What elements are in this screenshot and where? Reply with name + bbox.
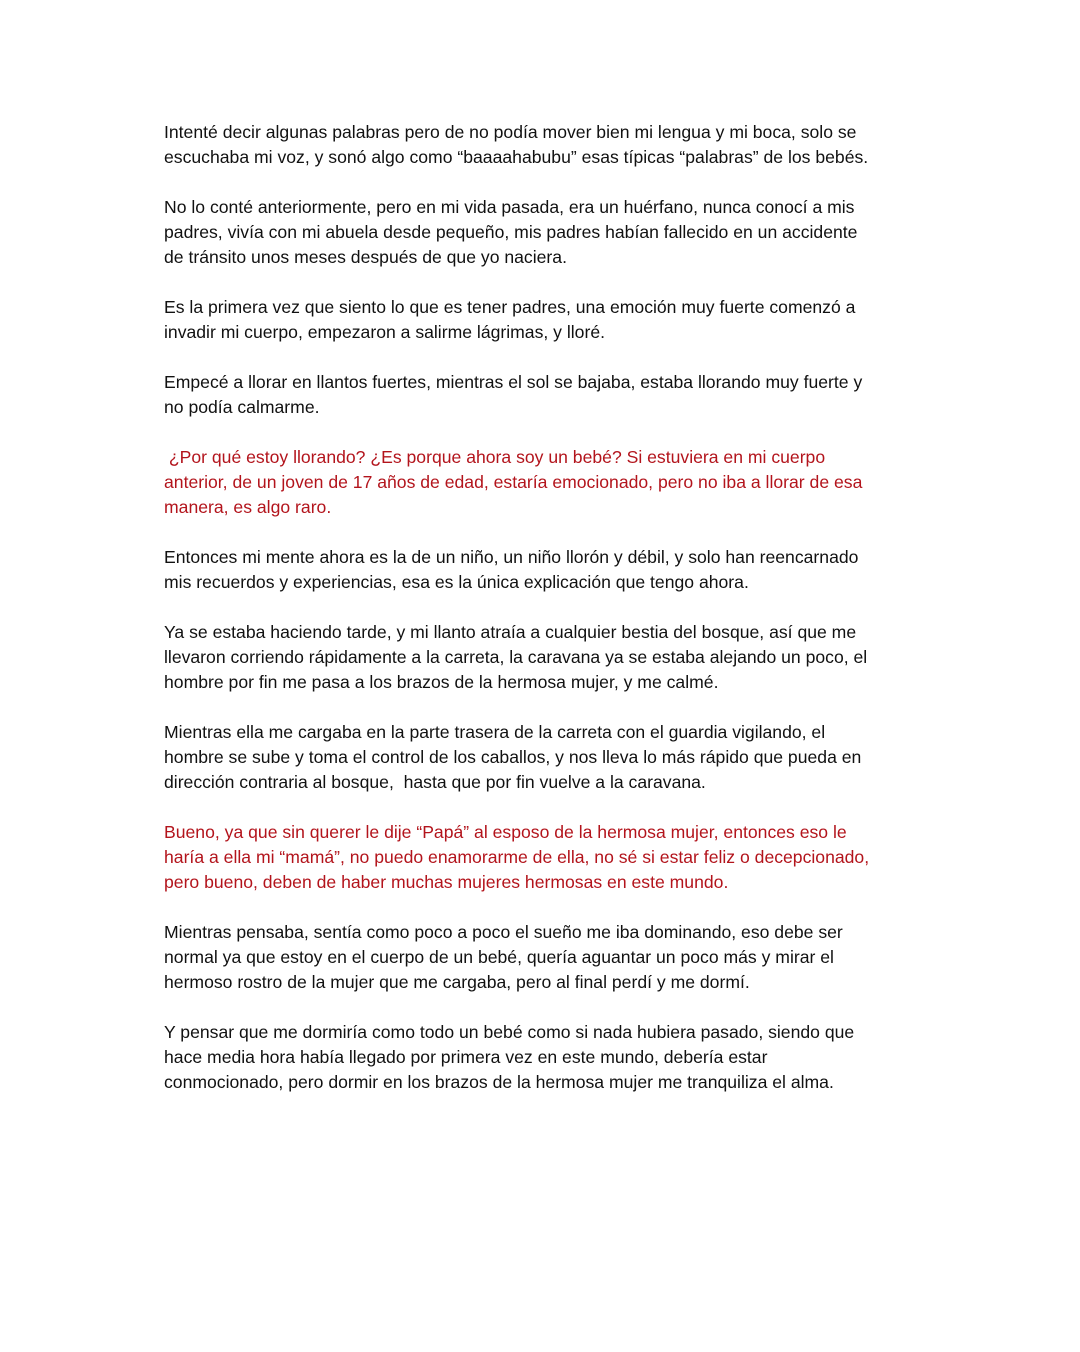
paragraph-6 <box>164 545 924 595</box>
paragraph-line: hace media hora había llegado por primera vez en este mundo, debería estar <box>164 1047 768 1067</box>
paragraph-8 <box>164 720 924 795</box>
paragraph-line: mis recuerdos y experiencias, esa es la única explicación que tengo ahora. <box>164 572 749 592</box>
paragraph-line: escuchaba mi voz, y sonó algo como “baaaahabubu” esas típicas “palabras” de los bebés. <box>164 147 869 167</box>
paragraph-line: invadir mi cuerpo, empezaron a salirme lágrimas, y lloré. <box>164 322 605 342</box>
paragraph-line: No lo conté anteriormente, pero en mi vida pasada, era un huérfano, nunca conocí a mis <box>164 197 855 217</box>
paragraph-2 <box>164 195 924 270</box>
document-body <box>164 120 924 1120</box>
paragraph-line: ¿Por qué estoy llorando? ¿Es porque ahora soy un bebé? Si estuviera en mi cuerpo <box>164 447 826 467</box>
paragraph-line: Es la primera vez que siento lo que es tener padres, una emoción muy fuerte comenzó a <box>164 297 856 317</box>
paragraph-4 <box>164 370 924 420</box>
paragraph-3 <box>164 295 924 345</box>
paragraph-line: padres, vivía con mi abuela desde pequeño, mis padres habían fallecido en un accidente <box>164 222 858 242</box>
paragraph-line: conmocionado, pero dormir en los brazos de la hermosa mujer me tranquiliza el alma. <box>164 1072 834 1092</box>
paragraph-1 <box>164 120 924 170</box>
paragraph-line: Mientras ella me cargaba en la parte trasera de la carreta con el guardia vigilando, el <box>164 722 826 742</box>
paragraph-7 <box>164 620 924 695</box>
paragraph-line: pero bueno, deben de haber muchas mujeres hermosas en este mundo. <box>164 872 729 892</box>
paragraph-line: Bueno, ya que sin querer le dije “Papá” al esposo de la hermosa mujer, entonces eso le <box>164 822 847 842</box>
paragraph-11 <box>164 1020 924 1095</box>
paragraph-line: Entonces mi mente ahora es la de un niño, un niño llorón y débil, y solo han reencarnado <box>164 547 859 567</box>
paragraph-line: de tránsito unos meses después de que yo naciera. <box>164 247 567 267</box>
paragraph-10 <box>164 920 924 995</box>
paragraph-line: anterior, de un joven de 17 años de edad, estaría emocionado, pero no iba a llorar de esa <box>164 472 863 492</box>
paragraph-line: hombre se sube y toma el control de los caballos, y nos lleva lo más rápido que pueda en <box>164 747 862 767</box>
paragraph-line: normal ya que estoy en el cuerpo de un bebé, quería aguantar un poco más y mirar el <box>164 947 834 967</box>
paragraph-line: Y pensar que me dormiría como todo un bebé como si nada hubiera pasado, siendo que <box>164 1022 855 1042</box>
paragraph-line: llevaron corriendo rápidamente a la carreta, la caravana ya se estaba alejando un poco, el <box>164 647 868 667</box>
paragraph-line: dirección contraria al bosque, hasta que por fin vuelve a la caravana. <box>164 772 706 792</box>
paragraph-line: manera, es algo raro. <box>164 497 332 517</box>
paragraph-line: Intenté decir algunas palabras pero de no podía mover bien mi lengua y mi boca, solo se <box>164 122 857 142</box>
paragraph-line: no podía calmarme. <box>164 397 320 417</box>
paragraph-line: Ya se estaba haciendo tarde, y mi llanto atraía a cualquier bestia del bosque, así que me <box>164 622 857 642</box>
paragraph-line: Empecé a llorar en llantos fuertes, mientras el sol se bajaba, estaba llorando muy fuerte y <box>164 372 863 392</box>
paragraph-9-thought <box>164 820 924 895</box>
paragraph-line: Mientras pensaba, sentía como poco a poco el sueño me iba dominando, eso debe ser <box>164 922 843 942</box>
paragraph-line: hombre por fin me pasa a los brazos de la hermosa mujer, y me calmé. <box>164 672 719 692</box>
paragraph-line: hermoso rostro de la mujer que me cargaba, pero al final perdí y me dormí. <box>164 972 750 992</box>
paragraph-line: haría a ella mi “mamá”, no puedo enamorarme de ella, no sé si estar feliz o decepcionado, <box>164 847 870 867</box>
paragraph-5-thought <box>164 445 924 520</box>
